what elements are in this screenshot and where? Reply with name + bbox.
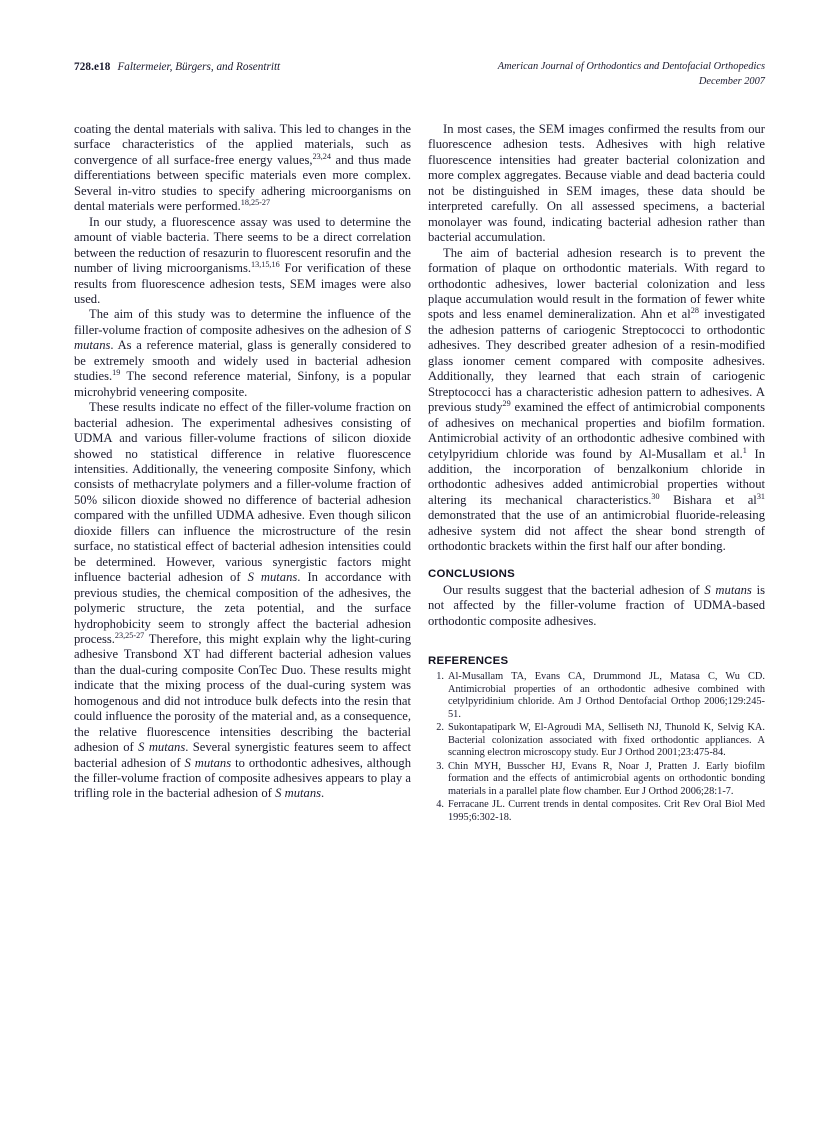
journal-title: American Journal of Orthodontics and Dentofacial Orthopedics: [497, 61, 765, 72]
citation-superscript: 23,24: [312, 151, 331, 161]
species-name: S mutans: [275, 786, 322, 801]
species-name: S mutans: [704, 582, 752, 597]
right-column: [428, 122, 765, 824]
reference-item: Al-Musallam TA, Evans CA, Drummond JL, Matasa C, Wu CD. Antimicrobial properties of an orthodontic adhesive combined with cetylpyridinium chloride. Am J Orthod Dentofacial Orthop 2006;129:245-51.: [448, 671, 765, 720]
paragraph: Our results suggest that the bacterial adhesion of S mutans is not affected by the filler-volume fraction of UDMA-based orthodontic composite adhesives.: [428, 582, 766, 628]
species-name: S mutans: [74, 322, 411, 353]
citation-superscript: 18,25-27: [240, 198, 271, 208]
reference-item: Ferracane JL. Current trends in dental composites. Crit Rev Oral Biol Med 1995;6:302-18.: [448, 799, 765, 823]
paragraph: The aim of this study was to determine the influence of the filler-volume fraction of composite adhesives on the adhesion of S mutans. As a reference material, glass is generally considered to be extremely smooth and widely used in bacterial adhesion studies.$^{19}$ The second reference material, Sinfony, is a popular microhybrid veneering composite.: [74, 307, 411, 399]
reference-item: Sukontapatipark W, El-Agroudi MA, Selliseth NJ, Thunold K, Selvig KA. Bacterial colonization associated with fixed orthodontic appliances. A scanning electron microscopy study. Eur J Orthod 2001;23:475-84.: [448, 722, 765, 759]
citation-superscript: 28: [690, 306, 699, 316]
paragraph: These results indicate no effect of the filler-volume fraction on bacterial adhesion. The experimental adhesives consisting of UDMA and various filler-volume fractions of silicon dioxide showed no statistical difference in relative fluorescence intensities. Additionally, the veneering composite Sinfony, which consists of methacrylate polymers and a filler-volume fraction of 50% silicon dioxide showed no difference of bacterial adhesion compared with the unfilled UDMA adhesive. Even though silicon dioxide fillers can influence the microstructure of the resin surface, no statistical effect of bacterial adhesion intensities could be determined. However, various synergistic factors might influence bacterial adhesion of S mutans. In accordance with previous studies, the chemical composition of the adhesives, the polymeric structure, the zeta potential, and the surface hydrophobicity seem to strongly affect the bacterial adhesion process.$^{23,25-27}$ Therefore, this might explain why the light-curing adhesive Transbond XT had different bacterial adhesion values than the dual-curing composite ConTec Duo. These results might indicate that the mixing process of the dual-curing system was homogenous and did not introduce bulk defects into the resin that could influence the porosity of the material and, as a consequence, the relative fluorescence intensities describing the bacterial adhesion of S mutans. Several synergistic features seem to affect bacterial adhesion of S mutans to orthodontic adhesives, although the filler-volume fraction of composite adhesives appears to play a trifling role in the bacterial adhesion of S mutans.: [74, 400, 412, 801]
paragraph: In most cases, the SEM images confirmed the results from our fluorescence adhesion tests. Adhesives with high relative fluorescence intensities had greater bacterial colonization and more complex aggregates. Because viable and dead bacteria could not be distinguished in SEM images, these data should be interpreted carefully. On all assessed specimens, a bacterial monolayer was found, indicating bacterial adhesion rather than bacterial accumulation.: [428, 122, 765, 245]
reference-list: [428, 671, 765, 824]
conclusions-heading: CONCLUSIONS: [428, 567, 515, 580]
running-head-authors: Faltermeier, Bürgers, and Rosentritt: [117, 61, 281, 73]
references-heading: REFERENCES: [428, 655, 509, 668]
running-head-left: [74, 60, 280, 75]
page-folio: 728.e18: [74, 61, 111, 73]
paragraph: coating the dental materials with saliva. This led to changes in the surface characteristics of the applied materials, such as convergence of all surface-free energy values,$^{23,24}$ and thus made differentiations between specific materials even more complex. Several in-vitro studies to specify adhering microorganisms on dental materials were performed.$^{18,25-27}$: [74, 122, 411, 214]
issue-date: December 2007: [698, 75, 765, 87]
citation-superscript: 19: [112, 368, 121, 378]
citation-superscript: 13,15,16: [251, 259, 280, 269]
citation-superscript: 30: [651, 491, 660, 501]
species-name: S mutans: [184, 755, 232, 770]
citation-superscript: 31: [756, 491, 765, 501]
citation-superscript: 23,25-27: [114, 630, 145, 640]
species-name: S mutans: [138, 740, 186, 755]
paragraph: The aim of bacterial adhesion research is to prevent the formation of plaque on orthodontic materials. With regard to orthodontic adhesives, lower bacterial colonization and less plaque accumulation would result in the formation of fewer white spots and less enamel demineralization. Ahn et $al^{28}$ investigated the adhesion patterns of cariogenic Streptococci to orthodontic adhesives. They described greater adhesion of a resin-modified glass ionomer cement compared with composite adhesives. Additionally, they learned that each strain of cariogenic Streptococci has a characteristic adhesion pattern to adhesives. A previous study$^{29}$ examined the effect of antimicrobial components of adhesives on mechanical properties and biofilm formation. Antimicrobial activity of an orthodontic adhesive combined with cetylpyridium chloride was found by Al-Musallam et al.$^1$ In addition, the incorporation of benzalkonium chloride in orthodontic adhesives added antimicrobial properties without altering its mechanical characteristics.$^{30}$ Bishara et $al^{31}$ demonstrated that the use of an antimicrobial fluoride-releasing adhesive system did not affect the shear bond strength of orthodontic brackets within the first half our after bonding.: [428, 245, 766, 554]
species-name: S mutans: [247, 570, 298, 585]
left-column: [74, 122, 411, 802]
reference-item: Chin MYH, Busscher HJ, Evans R, Noar J, Pratten J. Early biofilm formation and the effects of antimicrobial agents on orthodontic bonding materials in a parallel plate flow chamber. Eur J Orthod 2006;28:1-7.: [448, 760, 765, 797]
citation-superscript: 29: [502, 398, 511, 408]
citation-superscript: 1: [742, 445, 747, 455]
running-head-right: [498, 60, 765, 89]
body-columns: [74, 122, 765, 1082]
paragraph: In our study, a fluorescence assay was used to determine the amount of viable bacteria. There seems to be a direct correlation between the reduction of resazurin to fluorescent resorufin and the number of living microorganisms.$^{13,15,16}$ For verification of these results from fluorescence adhesion tests, SEM images were also used.: [74, 214, 411, 306]
running-head: [74, 60, 765, 100]
